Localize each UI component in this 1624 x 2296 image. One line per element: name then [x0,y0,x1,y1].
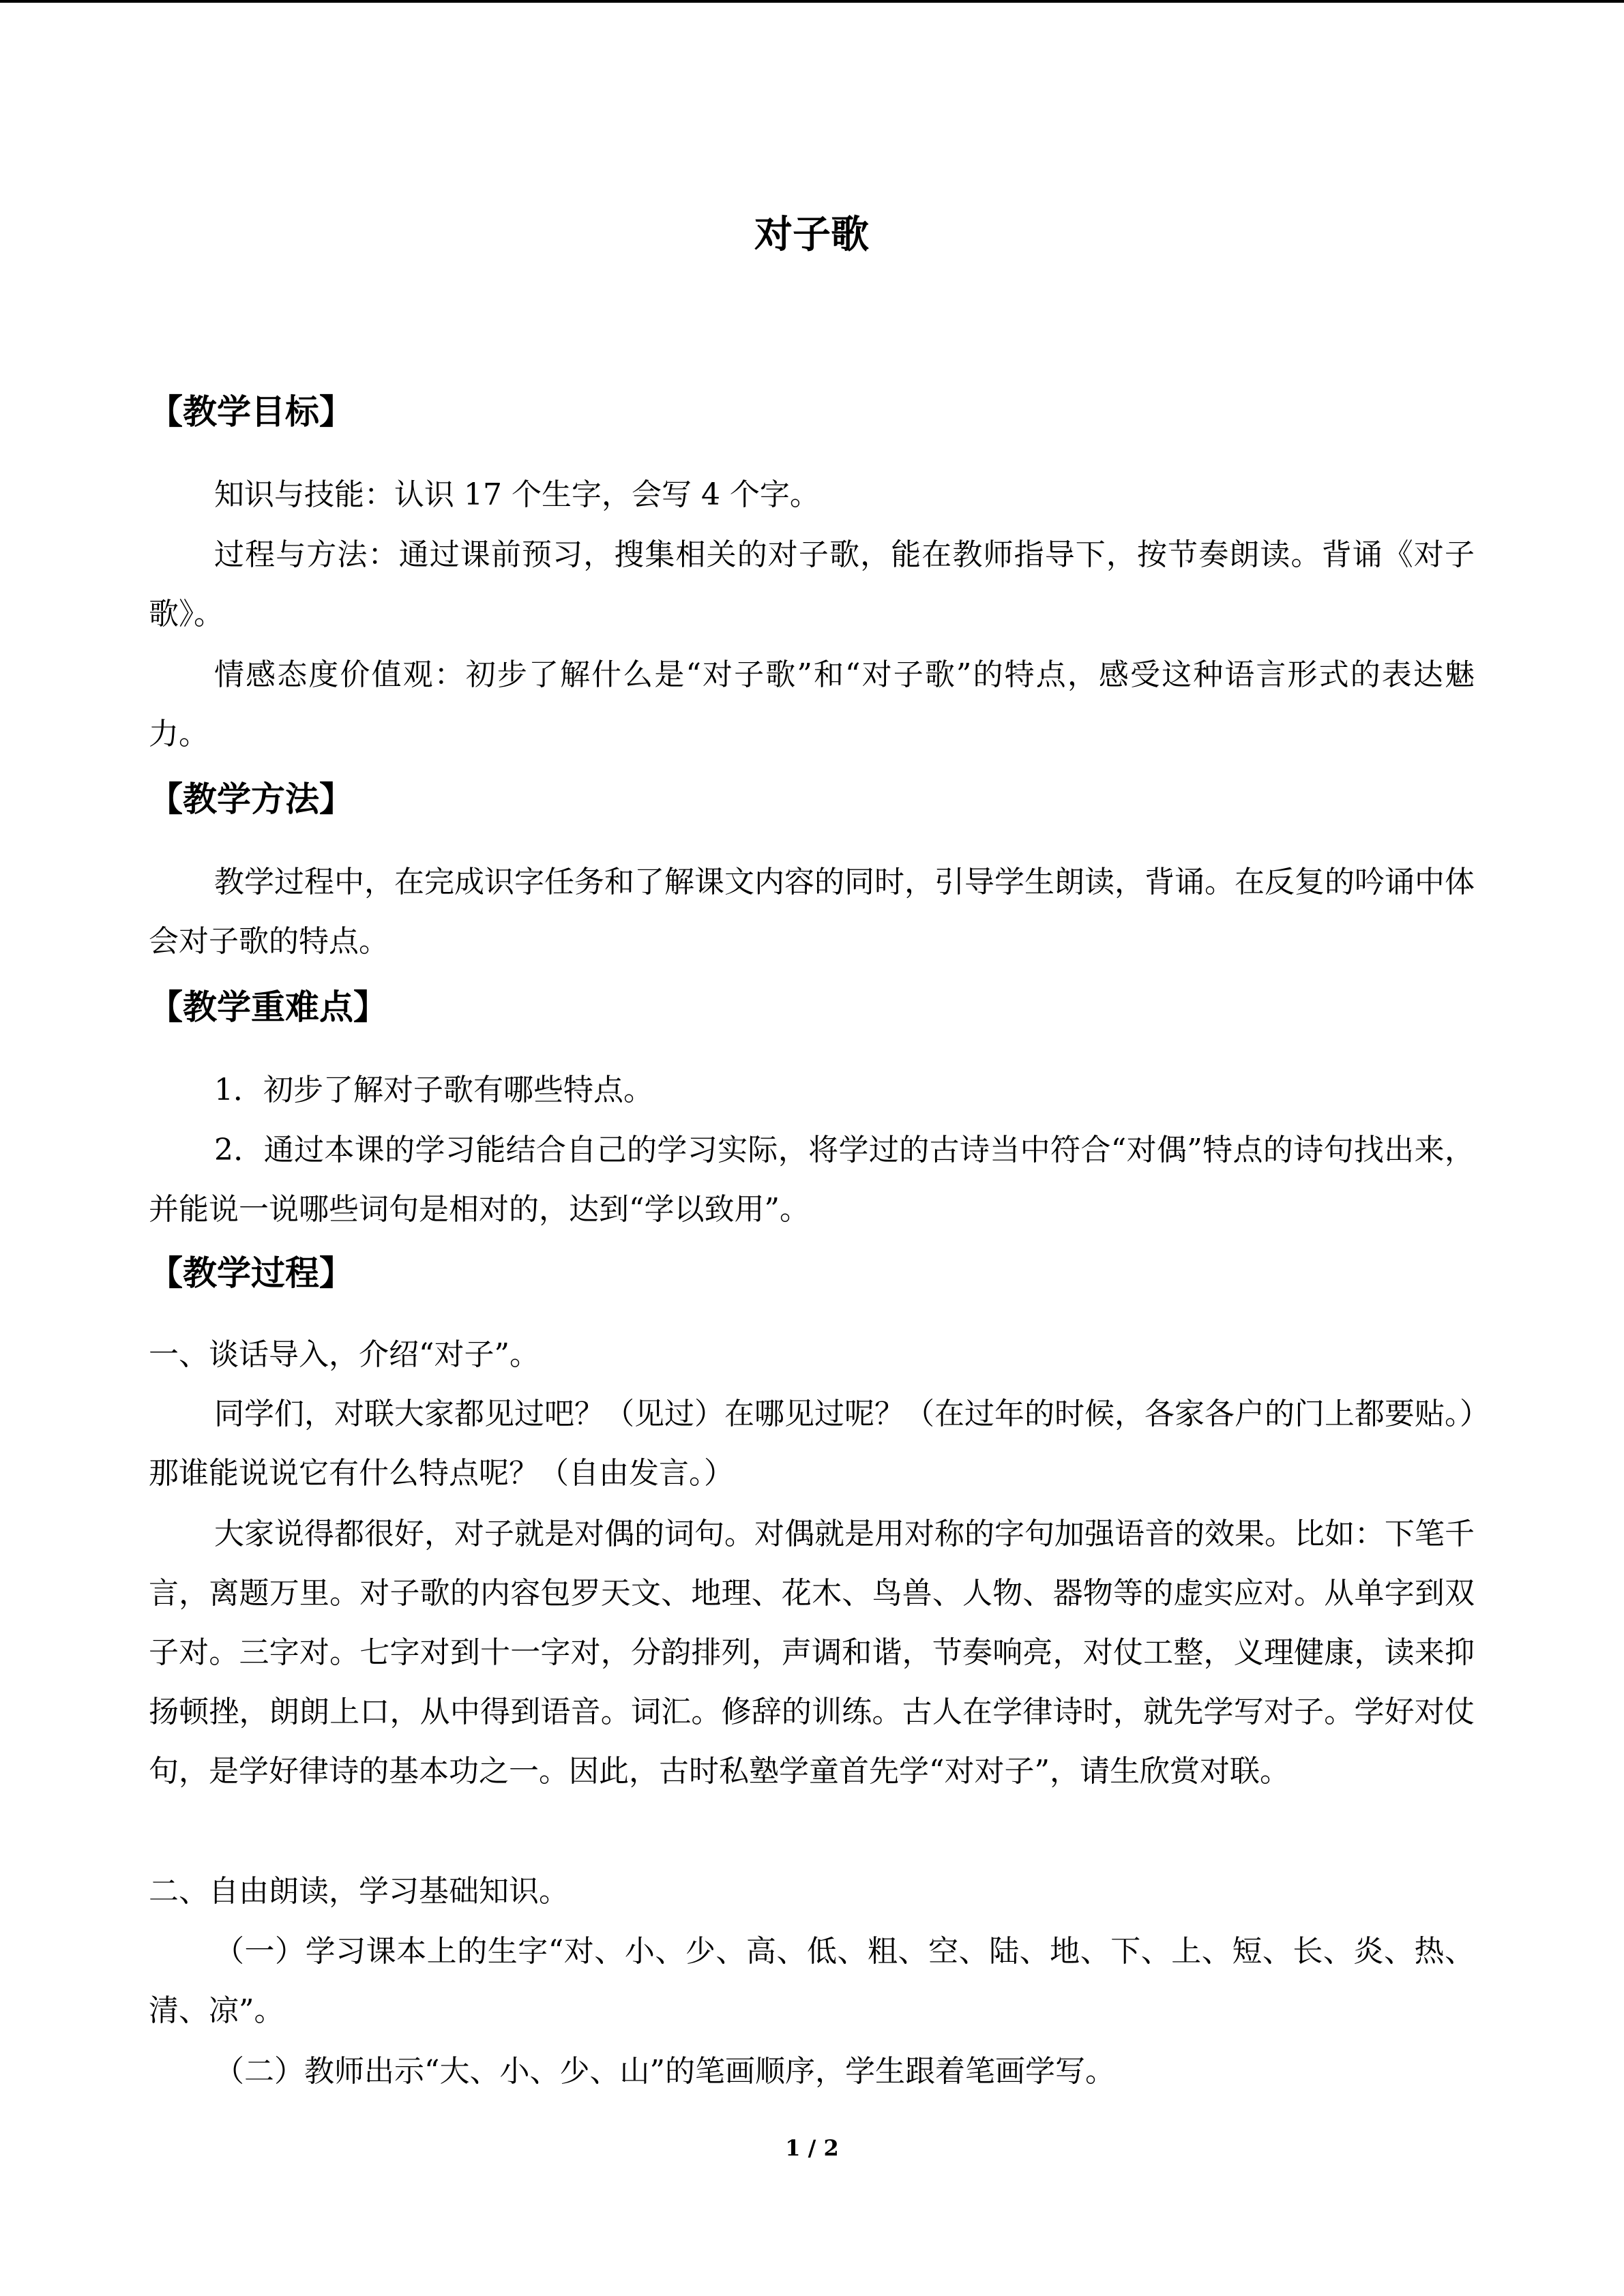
heading-key-points: 【教学重难点】 [149,987,387,1027]
heading-teaching-goals: 【教学目标】 [149,392,353,432]
heading-teaching-methods: 【教学方法】 [149,779,353,819]
page-number: 1 / 2 [785,2135,839,2161]
paragraph-process-methods: 过程与方法：通过课前预习，搜集相关的对子歌，能在教师指导下，按节奏朗读。背诵《对子歌》。 [149,537,1475,631]
paragraph-stroke-order: （二）教师出示“大、小、少、山”的笔画顺序，学生跟着笔画学写。 [214,2054,1115,2089]
heading-teaching-process: 【教学过程】 [149,1253,353,1293]
step-2-free-reading: 二、自由朗读，学习基础知识。 [149,1874,569,1909]
paragraph-couplet-explanation: 大家说得都很好，对子就是对偶的词句。对偶就是用对称的字句加强语音的效果。比如：下笔千言，离题万里。对子歌的内容包罗天文、地理、花木、鸟兽、人物、器物等的虚实应对。从单字到双子对。三字对。七字对到十一字对，分韵排列，声调和谐，节奏响亮，对仗工整，义理健康，读来抑扬顿挫，朗朗上口，从中得到语音。词汇。修辞的训练。古人在学律诗时，就先学写对子。学好对仗句，是学好律诗的基本功之一。因此，古时私塾学童首先学“对对子”，请生欣赏对联。 [149,1517,1475,1789]
paragraph-couplet-questions: 同学们，对联大家都见过吧？（见过）在哪见过呢？（在过年的时候，各家各户的门上都要贴。）那谁能说说它有什么特点呢？（自由发言。） [149,1397,1475,1491]
document-title: 对子歌 [754,213,869,257]
paragraph-knowledge-skills: 知识与技能：认识 17 个生字，会写 4 个字。 [214,477,820,512]
paragraph-key-point-2: 2．通过本课的学习能结合自己的学习实际，将学过的古诗当中符合“对偶”特点的诗句找出来，并能说一说哪些词句是相对的，达到“学以致用”。 [149,1133,1475,1227]
paragraph-methods-body: 教学过程中，在完成识字任务和了解课文内容的同时，引导学生朗读，背诵。在反复的吟诵中体会对子歌的特点。 [149,865,1475,959]
paragraph-new-characters: （一）学习课本上的生字“对、小、少、高、低、粗、空、陆、地、下、上、短、长、炎、热、清、凉”。 [149,1934,1475,2028]
step-1-intro: 一、谈话导入，介绍“对子”。 [149,1337,540,1372]
paragraph-key-point-1: 1．初步了解对子歌有哪些特点。 [214,1073,653,1107]
paragraph-emotional-values: 情感态度价值观：初步了解什么是“对子歌”和“对子歌”的特点，感受这种语言形式的表达魅力。 [149,657,1475,751]
top-border-line [0,0,1624,3]
